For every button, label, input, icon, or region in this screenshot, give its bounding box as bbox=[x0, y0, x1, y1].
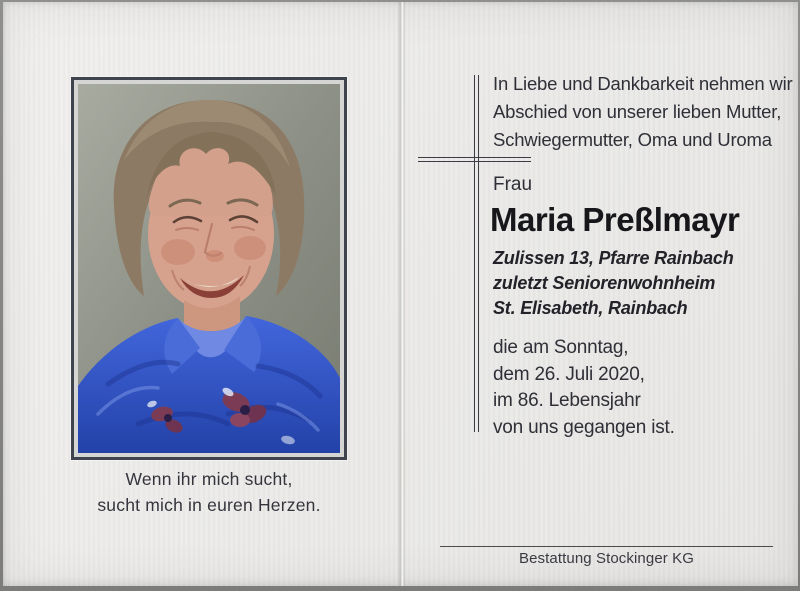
portrait-photo bbox=[78, 84, 340, 453]
announcement-line-1: In Liebe und Dankbarkeit nehmen wir bbox=[493, 73, 793, 94]
funeral-home-divider bbox=[440, 546, 773, 547]
announcement-text bbox=[493, 70, 793, 154]
left-cheek bbox=[161, 239, 195, 265]
announcement-line-2: Abschied von unserer lieben Mutter, bbox=[493, 101, 782, 122]
death-line-3: im 86. Lebensjahr bbox=[493, 390, 641, 411]
right-cheek bbox=[234, 236, 266, 260]
residence-info bbox=[493, 246, 793, 321]
death-date-text bbox=[493, 335, 793, 441]
quote-line-1: Wenn ihr mich sucht, bbox=[125, 469, 293, 489]
card-fold-line bbox=[397, 2, 406, 586]
residence-line-1: Zulissen 13, Pfarre Rainbach bbox=[493, 248, 734, 268]
nose-tip bbox=[206, 250, 224, 262]
cross-icon bbox=[474, 75, 479, 432]
deceased-name: Maria Preßlmayr bbox=[490, 201, 740, 238]
cross-icon-crossbar bbox=[418, 157, 531, 162]
funeral-home-name: Bestattung Stockinger KG bbox=[519, 550, 694, 567]
death-line-4: von uns gegangen ist. bbox=[493, 416, 675, 438]
portrait-photo-frame bbox=[71, 77, 347, 460]
residence-line-3: St. Elisabeth, Rainbach bbox=[493, 298, 688, 318]
announcement-line-3: Schwiegermutter, Oma und Uroma bbox=[493, 129, 772, 150]
salutation: Frau bbox=[493, 174, 533, 195]
death-line-2: dem 26. Juli 2020, bbox=[493, 363, 645, 385]
card-surface bbox=[3, 2, 798, 586]
memorial-quote bbox=[31, 466, 387, 518]
residence-line-2: zuletzt Seniorenwohnheim bbox=[493, 273, 716, 293]
quote-line-2: sucht mich in euren Herzen. bbox=[97, 495, 321, 515]
death-line-1: die am Sonntag, bbox=[493, 337, 629, 358]
